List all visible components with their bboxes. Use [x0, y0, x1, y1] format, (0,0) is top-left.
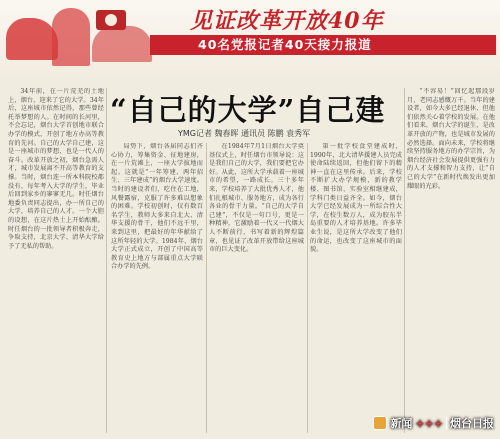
app-logo-icon [373, 416, 387, 430]
watermark-source: 烟台日报 [450, 417, 494, 430]
header-banner [0, 0, 500, 74]
article-headline: “自己的大学”自己建 [110, 93, 386, 127]
column-text: 第一批学校食堂建成时，1990年，北大清华援建人员完成使命陆续返回，但他们留下的精神一直在这里传承。后来，学校不断扩大办学规模，新的教学楼、图书馆、实验室相继建成，学科门类日益齐全。如今，烟台大学已经发展成为一所综合性大学，在校生数万人，成为胶东半岛重要的人才培养基地。许多毕业生说，是这所大学改变了他们的命运，也改变了这座城市的面貌。 [310, 143, 402, 254]
photographer-silhouette [52, 8, 90, 66]
article-column-2 [111, 143, 203, 433]
column-divider [307, 143, 308, 433]
photographer-silhouette [92, 26, 152, 62]
series-subtitle: 40名党报记者40天接力报道 [198, 37, 372, 52]
watermark-divider [446, 417, 447, 429]
article-column-4 [310, 143, 402, 433]
watermark-label: 新闻 [390, 417, 413, 430]
column-text: 局势下，烟台各届同志们齐心协力，筹集资金、征地建房，在一片荒滩上，一座大学拔地而起。这就是“一年筹建、两年招生、三年建成”的烟台大学速度。当时的建设者们，吃住在工地，风餐露宿，克服了许多难以想象的困难。学校初创时，仅有数百名学生，教师大多来自北大、清华支援的骨干，他们不远千里，来到这里，把最好的年华献给了这所年轻的大学。1984年，烟台大学正式成立，开创了中国高等教育史上地方与部属重点大学联合办学的先例。 [111, 143, 203, 271]
photographer-silhouette [6, 18, 58, 60]
series-subtitle-band [150, 35, 496, 55]
column-divider [106, 88, 107, 433]
column-text: “不容易！”回忆起那段岁月，老同志感慨万千。当年的建设者，如今大多已经退休，但他们依然关心着学校的发展。在他们看来，烟台大学的诞生，是改革开放的产物，也是城市发展的必然选择。面向未来，学校将继续坚持服务地方的办学宗旨，为烟台经济社会发展提供更强有力的人才支撑和智力支持，让“自己的大学”在新时代焕发出更加耀眼的光彩。 [407, 88, 495, 190]
column-text: 34年前，在一片荒芜的土地上，烟台，迎来了它的大学。34年后，这座城市依然记得，那些曾经托举梦想的人。在时间的长河里，不会忘记，烟台大学首创地市联合办学的模式，开创了地方办高等教育的先河。自己的大学自己建，这是一座城市的梦想，也是一代人的奋斗。改革开放之初，烟台急需人才，城市发展离不开高等教育的支撑。当时，烟台连一所本科院校都没有，每年考入大学的学生，毕业后回到家乡的寥寥无几。时任烟台地委负责同志提出，办一所自己的大学，培养自己的人才。一个大胆的设想，在这片热土上开始酝酿。时任烟台的一批领导者积极奔走，争取支持，北京大学、清华大学给予了无私的帮助。 [8, 88, 104, 250]
article-column-1 [8, 88, 104, 433]
watermark-label-red: +++ [415, 416, 443, 430]
column-divider [404, 88, 405, 433]
article-column-5 [407, 88, 495, 388]
article-column-3 [209, 143, 304, 433]
column-text: 在1984年7月1日烟台大学奠基仪式上，时任烟台市领导说：这是我们自己的大学，我们要把它办好。从此，这所大学承载着一座城市的希望，一路成长。三十多年来，学校培养了大批优秀人才，他们扎根城市、服务地方，成为各行各业的骨干力量。“自己的大学自己建”，不仅是一句口号，更是一种精神，它激励着一代又一代烟大人不断前行，书写着新的辉煌篇章，也见证了改革开放带给这座城市的巨大变化。 [209, 143, 304, 254]
camera-icon [96, 10, 126, 30]
column-divider [206, 143, 207, 433]
source-watermark [373, 415, 494, 431]
article-byline: YMG记者 魏春晖 通讯员 陈鹏 袁秀军 [178, 129, 311, 138]
series-title: 见证改革开放40年 [190, 8, 384, 34]
